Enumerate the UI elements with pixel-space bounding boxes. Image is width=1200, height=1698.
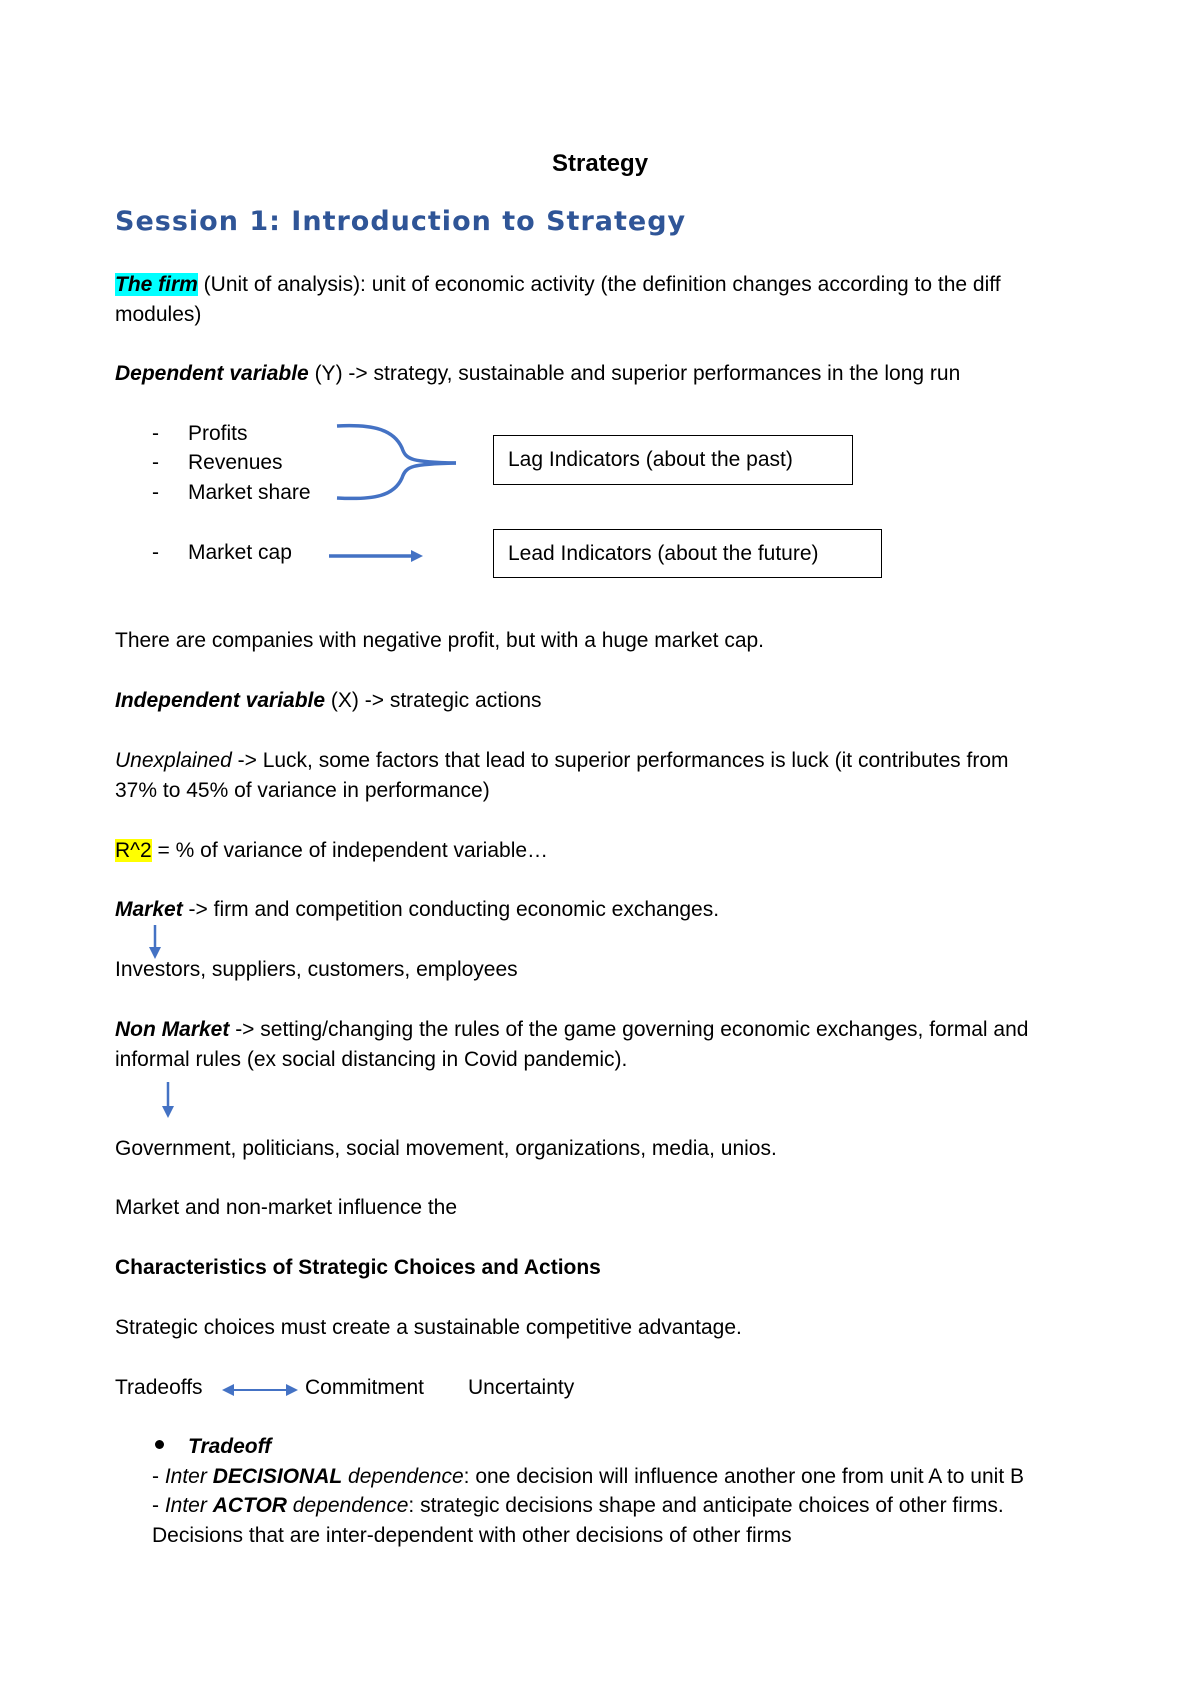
actor-term: ACTOR: [212, 1494, 287, 1517]
influence-paragraph: Market and non-market influence the: [115, 1196, 458, 1219]
inter-decisional-text: : one decision will influence another one from unit A to unit B: [463, 1465, 1025, 1488]
uncertainty-label: Uncertainty: [468, 1376, 575, 1399]
commitment-label: Commitment: [305, 1376, 425, 1399]
list-item-market-cap: Market cap: [188, 541, 292, 564]
list-item-revenues: Revenues: [188, 451, 283, 474]
r2-term: R^2: [115, 839, 152, 862]
down-arrow-icon: [147, 925, 163, 961]
list-item-profits: Profits: [188, 422, 248, 445]
inter-decisional-line: [152, 1464, 1024, 1489]
r2-text: = % of variance of independent variable…: [151, 839, 549, 862]
list-dash: -: [152, 422, 159, 445]
line-prefix: -: [152, 1465, 165, 1488]
independent-variable-text: (X) -> strategic actions: [325, 689, 542, 712]
unexplained-text: -> Luck, some factors that lead to superior performances is luck (it contributes from: [231, 749, 1009, 772]
dependence-label: dependence: [286, 1494, 409, 1517]
market-paragraph: [115, 897, 719, 922]
lag-indicators-label: Lag Indicators (about the past): [508, 448, 793, 471]
negative-profit-paragraph: There are companies with negative profit, but with a huge market cap.: [115, 629, 765, 652]
down-arrow-icon: [160, 1082, 176, 1120]
tradeoffs-label: Tradeoffs: [115, 1376, 203, 1399]
non-market-paragraph: [115, 1017, 1028, 1042]
r2-paragraph: [115, 838, 548, 863]
dependence-label: dependence: [342, 1465, 464, 1488]
market-text: -> firm and competition conducting economic exchanges.: [182, 898, 720, 921]
decisional-term: DECISIONAL: [212, 1465, 343, 1488]
lag-indicators-box: [493, 435, 853, 485]
firm-term: The firm: [115, 273, 198, 296]
firm-paragraph-cont: modules): [115, 303, 202, 326]
list-dash: -: [152, 451, 159, 474]
inter-actor-line: [152, 1493, 1004, 1518]
independent-variable-paragraph: [115, 688, 542, 713]
non-market-term: Non Market: [115, 1018, 230, 1041]
dependent-variable-text: (Y) -> strategy, sustainable and superior performances in the long run: [308, 362, 961, 385]
document-title: Strategy: [552, 150, 649, 177]
line-prefix: -: [152, 1494, 165, 1517]
firm-paragraph: [115, 272, 1001, 297]
double-arrow-icon: [222, 1382, 298, 1398]
dependent-variable-paragraph: [115, 361, 960, 386]
list-dash: -: [152, 481, 159, 504]
independent-variable-term: Independent variable: [115, 689, 326, 712]
non-market-paragraph-cont: informal rules (ex social distancing in Covid pandemic).: [115, 1048, 628, 1071]
strategic-choices-paragraph: Strategic choices must create a sustainable competitive advantage.: [115, 1316, 742, 1339]
unexplained-paragraph: [115, 748, 1009, 773]
session-heading: Session 1: Introduction to Strategy: [115, 206, 687, 237]
inter-dependent-line: Decisions that are inter-dependent with other decisions of other firms: [152, 1524, 792, 1547]
list-dash: -: [152, 541, 159, 564]
inter-label: Inter: [164, 1465, 213, 1488]
characteristics-heading: Characteristics of Strategic Choices and Actions: [115, 1256, 601, 1279]
market-actors: Investors, suppliers, customers, employees: [115, 958, 518, 981]
list-item-market-share: Market share: [188, 481, 311, 504]
unexplained-term: Unexplained: [115, 749, 232, 772]
firm-text: (Unit of analysis): unit of economic activity (the definition changes according to the diff: [197, 273, 1001, 296]
bullet-icon: [155, 1440, 164, 1449]
lead-indicators-box: [493, 529, 882, 578]
non-market-actors: Government, politicians, social movement, organizations, media, unios.: [115, 1137, 777, 1160]
inter-actor-text: : strategic decisions shape and anticipate choices of other firms.: [408, 1494, 1004, 1517]
dependent-variable-term: Dependent variable: [115, 362, 309, 385]
inter-label: Inter: [164, 1494, 213, 1517]
tradeoff-heading: Tradeoff: [188, 1435, 272, 1458]
non-market-text: -> setting/changing the rules of the game governing economic exchanges, formal and: [229, 1018, 1029, 1041]
lead-indicators-label: Lead Indicators (about the future): [508, 541, 819, 565]
unexplained-paragraph-cont: 37% to 45% of variance in performance): [115, 779, 490, 802]
right-arrow-icon: [327, 548, 427, 564]
brace-connector-icon: [334, 420, 464, 510]
market-term: Market: [115, 898, 183, 921]
